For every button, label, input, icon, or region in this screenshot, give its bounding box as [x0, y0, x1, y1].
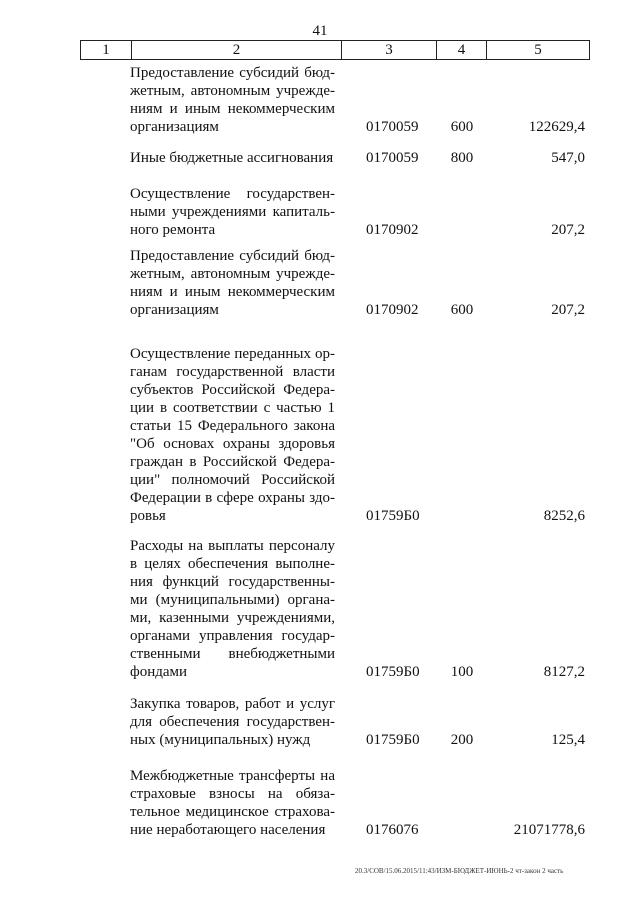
row-amount: 207,2	[551, 302, 585, 318]
description-line: ными учреждениями капиталь-	[130, 204, 335, 220]
description-line: в целях обеспечения выполне-	[130, 556, 335, 572]
row-amount: 8252,6	[543, 508, 585, 524]
description-line: ниям и иным некоммерческим	[130, 284, 335, 300]
description-line: Расходы на выплаты персоналу	[130, 538, 335, 554]
description-line: тельное медицинское страхова-	[130, 804, 335, 820]
description-line: ния функций государственны-	[130, 574, 335, 590]
description-line: ганам государственной власти	[130, 364, 335, 380]
row-code: 01759Б0	[366, 508, 420, 524]
description-line: Межбюджетные трансферты на	[130, 768, 335, 784]
description-line: Иные бюджетные ассигнования	[130, 150, 334, 166]
description-line: ции в соответствии с частью 1	[130, 400, 335, 416]
header-col-3: 3	[341, 41, 436, 59]
description-line: фондами	[130, 664, 188, 680]
row-code: 01759Б0	[366, 732, 420, 748]
header-col-4: 4	[436, 41, 486, 59]
description-line: ровья	[130, 508, 166, 524]
description-line: ние неработающего населения	[130, 822, 326, 838]
row-amount: 547,0	[551, 150, 585, 166]
row-description	[130, 64, 335, 136]
row-amount: 125,4	[551, 732, 585, 748]
row-description	[130, 695, 335, 749]
description-line: Предоставление субсидий бюд-	[130, 65, 335, 81]
header-col-1: 1	[102, 42, 110, 58]
description-line: Федерации в сфере охраны здо-	[130, 490, 335, 506]
description-line: Предоставление субсидий бюд-	[130, 248, 335, 264]
row-type: 600	[450, 119, 474, 135]
row-description	[130, 345, 335, 525]
description-line: ми, казенными учреждениями,	[130, 610, 335, 626]
description-line: организациям	[130, 119, 219, 135]
description-line: жетным, автономным учрежде-	[130, 83, 335, 99]
description-line: "Об основах охраны здоровья	[130, 436, 335, 452]
header-col-5: 5	[486, 41, 589, 59]
row-description	[130, 537, 335, 681]
row-code: 0176076	[366, 822, 419, 838]
description-line: ции" полномочий Российской	[130, 472, 335, 488]
description-line: Осуществление государствен-	[130, 186, 335, 202]
row-description	[130, 185, 335, 239]
row-code: 0170902	[366, 222, 419, 238]
row-description	[130, 767, 335, 839]
description-line: граждан в Российской Федера-	[130, 454, 335, 470]
description-line: субъектов Российской Федера-	[130, 382, 335, 398]
description-line: организациям	[130, 302, 219, 318]
row-code: 01759Б0	[366, 664, 420, 680]
description-line: ниям и иным некоммерческим	[130, 101, 335, 117]
page-number: 41	[312, 23, 328, 39]
row-type: 100	[450, 664, 474, 680]
row-amount: 8127,2	[543, 664, 585, 680]
row-amount: 122629,4	[528, 119, 585, 135]
row-code: 0170059	[366, 150, 419, 166]
description-line: ных (муниципальных) нужд	[130, 732, 311, 748]
row-type: 800	[450, 150, 474, 166]
description-line: статьи 15 Федерального закона	[130, 418, 335, 434]
row-description	[130, 247, 335, 319]
row-code: 0170059	[366, 119, 419, 135]
header-col-2: 2	[131, 41, 341, 59]
description-line: ного ремонта	[130, 222, 216, 238]
description-line: Осуществление переданных ор-	[130, 346, 335, 362]
row-amount: 21071778,6	[513, 822, 585, 838]
table-header	[80, 40, 590, 60]
description-line: страховые взносы на обяза-	[130, 786, 335, 802]
row-type: 200	[450, 732, 474, 748]
row-type: 600	[450, 302, 474, 318]
description-line: ми (муниципальными) органа-	[130, 592, 335, 608]
row-amount: 207,2	[551, 222, 585, 238]
description-line: Закупка товаров, работ и услуг	[130, 696, 335, 712]
row-code: 0170902	[366, 302, 419, 318]
description-line: для обеспечения государствен-	[130, 714, 335, 730]
description-line: органами управления государ-	[130, 628, 335, 644]
description-line: ственными внебюджетными	[130, 646, 335, 662]
row-description	[130, 149, 335, 167]
description-line: жетным, автономным учрежде-	[130, 266, 335, 282]
footer-stamp: 20.3/СОВ/15.06.2015/11:43/ИЗМ-БЮДЖЕТ-ИЮНЬ-2 чт-закон 2 часть	[355, 867, 564, 875]
